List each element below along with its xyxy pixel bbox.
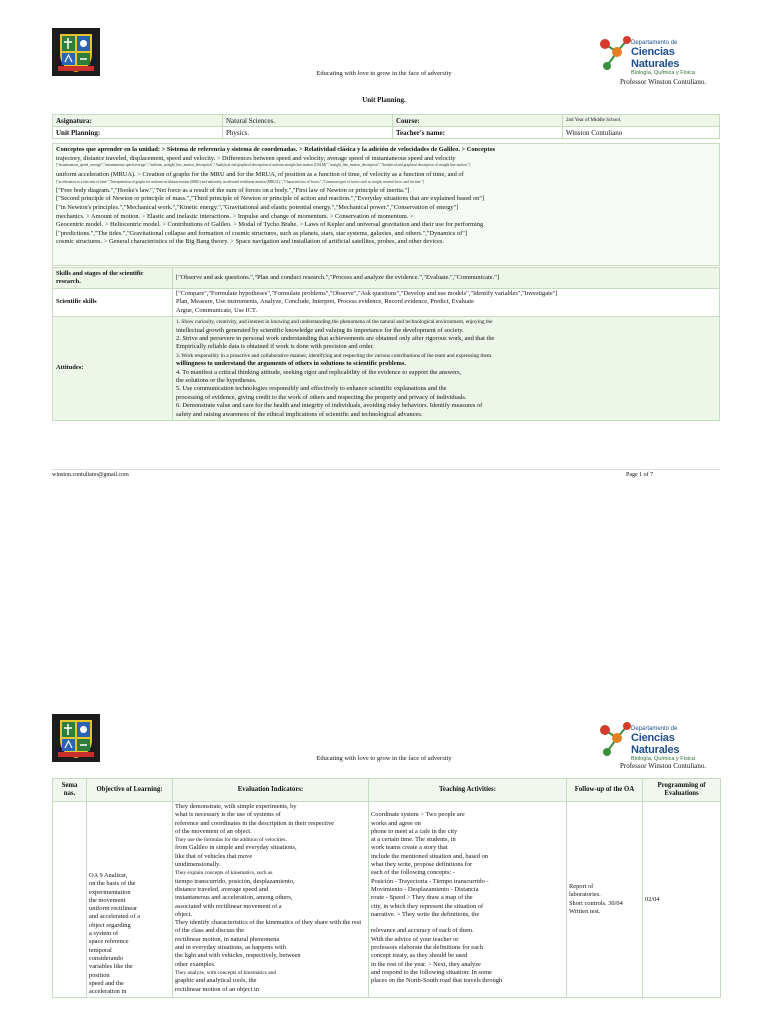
skills-table xyxy=(52,267,720,421)
indicator-line: from Galileo in simple and everyday situations, xyxy=(175,844,297,852)
objective-line: speed and the xyxy=(89,979,124,987)
indicator-line: They demonstrate, with simple experiments, by xyxy=(175,803,297,810)
teacher-label: Teacher's name: xyxy=(393,127,563,139)
activity-line: Movimiento - Desplazamiento - Distancia xyxy=(371,885,479,893)
objective-line: temporal xyxy=(89,946,112,954)
indicator-line: distance traveled, average speed and xyxy=(175,885,269,893)
indicator-line: They use the formulas for the addition of velocities. xyxy=(175,837,287,844)
document-page-2 xyxy=(0,708,768,1024)
activity-line: works and agree on xyxy=(371,819,421,827)
skills-line: Argue, Communicate, Use ICT. xyxy=(176,306,258,314)
page-gap xyxy=(0,490,768,708)
followup-cell xyxy=(567,802,643,998)
indicator-line: of the movement of an object. xyxy=(175,827,252,835)
objective-line: a system of xyxy=(89,930,119,938)
attitudes-value xyxy=(173,317,720,421)
attitude-line: intellectual growth generated by scientific knowledge and valuing its importance for the development of society. xyxy=(176,326,464,334)
activity-line: Posición - Trayectoria - Tiempo transcurrido - xyxy=(371,877,489,885)
table-row xyxy=(53,802,721,998)
indicators-cell xyxy=(173,802,369,998)
attitude-line: 1. Show curiosity, creativity, and interest in knowing and understanding the phenomena of the natural and technological environment, enjoying the xyxy=(176,319,493,326)
activity-line xyxy=(371,919,564,927)
activity-line: With the advice of your teacher or xyxy=(371,935,459,943)
dept-small-text: Departamento de xyxy=(631,40,678,46)
unit-concepts-block xyxy=(52,143,720,266)
objective-line: considerando xyxy=(89,954,124,962)
activity-line: concept treaty, as they should be used xyxy=(371,952,468,960)
attitude-line: the solutions or the hypotheses. xyxy=(176,377,257,385)
subject-label: Asignatura: xyxy=(53,115,223,127)
activity-line: at a certain time. The students, in xyxy=(371,836,456,844)
activity-line xyxy=(371,803,564,811)
indicator-line: graphic and analytical tools, the xyxy=(175,977,257,985)
objective-line: space reference xyxy=(89,938,129,946)
indicator-line: They explain concepts of kinematics, such as xyxy=(175,870,273,877)
indicator-line: and in everyday situations, as happens with xyxy=(175,944,286,952)
objective-line: the movement xyxy=(89,896,126,904)
indicator-line: rectilinear motion, in natural phenomena xyxy=(175,935,280,943)
activity-line: places on the North-South road that travels through xyxy=(371,977,503,985)
professor-name: Professor Winston Contuliano. xyxy=(620,78,707,86)
column-header-indicators: Evaluation Indicators: xyxy=(173,779,369,802)
activities-cell xyxy=(369,802,567,998)
dept-small-text: Departamento de xyxy=(631,726,678,732)
planning-table xyxy=(52,778,721,998)
activity-line: phone to meet at a cafe in the city xyxy=(371,827,458,835)
scientific-skills-label: Scientific skills xyxy=(53,289,173,317)
objective-cell xyxy=(87,802,173,998)
indicator-line: They identify characteristics of the kinematics of they share with the rest of the class and discuss the xyxy=(175,919,362,935)
column-header-followup: Follow-up of the OA xyxy=(567,779,643,802)
course-label: Course: xyxy=(393,115,563,127)
page-title: Unit Planning. xyxy=(362,96,406,104)
objective-line: uniform rectilinear xyxy=(89,905,138,913)
concepts-lead: Conceptos que aprender en la unidad: > Sistema de referencia y sistema de coordenadas. > Relatividad clásica y la adición de velocidades de Galileo. > Conceptos xyxy=(56,146,496,153)
objective-line: variables like the xyxy=(89,963,133,971)
dept-subtitle: Biología, Química y Física xyxy=(631,70,695,76)
activity-line: professors elaborate the definitions for each xyxy=(371,944,483,952)
activity-line: route - Speed > They draw a map of the xyxy=(371,894,473,902)
teacher-value: Winston Contuliano xyxy=(563,127,720,139)
indicator-line: what is necessary is the use of systems of xyxy=(175,811,281,819)
activity-line: work teams create a story that xyxy=(371,844,448,852)
research-stages-label: Skills and stages of the scientific research. xyxy=(53,268,173,289)
attitude-line: processing of evidence, giving credit to the work of others and respecting the property and privacy of individuals. xyxy=(176,393,467,401)
course-value: 2nd Year of Middle School. xyxy=(563,115,720,127)
objective-line: experimentation xyxy=(89,888,131,896)
attitudes-label: Attitudes: xyxy=(53,317,173,421)
school-motto: Educating with love to grow in the face of adversity xyxy=(316,70,452,77)
concepts-fine-print: ["instantaneous_speed_average","instantaneous speed average.","uniform_straight_line_motion_description","Analytical and graphical description of uniform straight line motion (USLM)","straight_line_motion_description","Analytical and graphical description of straight line motion."] xyxy=(56,163,471,168)
activity-line: narrative. > They write the definitions, the xyxy=(371,910,480,918)
indicator-line: the light and with vehicles, respectively, between xyxy=(175,952,301,960)
skills-line: Plan, Measure, Use instruments, Analyze, Conclude, Interpret, Process evidence, Record evidence, Predict, Evaluate xyxy=(176,298,474,306)
activity-line: Coordinate system > Two people are xyxy=(371,811,465,819)
subject-value: Natural Sciences. xyxy=(223,115,393,127)
followup-line: Short controls. 30/04 xyxy=(569,899,623,907)
indicator-line: associated with rectilinear movement of a xyxy=(175,902,282,910)
concepts-line: ["predictions.","The tides.","Gravitational collapse and formation of cosmic structures, such as planets, stars, star systems, galaxies, and others.","Dynamics of"] xyxy=(56,229,467,237)
page-number: Page 1 of 7 xyxy=(626,472,654,478)
activity-line: what they write, propose definitions for xyxy=(371,861,473,869)
footer-divider xyxy=(52,469,720,470)
attitude-line: 3. Work responsibly in a proactive and collaborative manner, identifying and respecting the various contributions of the team and expressing them. xyxy=(176,352,493,359)
objective-line: object regarding xyxy=(89,921,131,929)
activity-line: and respond to the following situation: In some xyxy=(371,968,492,976)
concepts-line: trajectory, distance traveled, displacement, speed and velocity. > Differences between speed and velocity; average speed of instantaneous speed and velocity xyxy=(56,154,456,162)
indicator-line: like that of vehicles that move xyxy=(175,852,253,860)
concepts-line: ["in Newton's principles.","Mechanical work.","Kinetic energy.","Gravitational and elastic potential energy.","Mechanical power.","Conservation of energy"] xyxy=(56,203,459,211)
attitude-line: 6. Demonstrate value and care for the health and integrity of individuals, avoiding risky behaviors. Identify measures of xyxy=(176,402,483,410)
concepts-fine-print: ["acceleration as a function of time.","Interpretation of graphs for uniform rectilinear motion (MRU) and uniformly accelerated rectilinear motion (MRUA).","Characteristics of forces.","Common types of forces such as weight, normal force, and friction."] xyxy=(56,179,424,184)
dept-subtitle: Biología, Química y Física xyxy=(631,756,695,762)
school-motto: Educating with love to grow in the face of adversity xyxy=(316,755,452,762)
concepts-line: cosmic structures. > General characteristics of the Big Bang theory. > Space navigation and installation of artificial satellites, probes, and other devices. xyxy=(56,238,444,246)
objective-line: and accelerated of a xyxy=(89,913,140,921)
concepts-line: mechanics. > Amount of motion. > Elastic and inelastic interactions. > Impulse and change of momentum. > Conservation of momentum. > xyxy=(56,212,414,220)
objective-line: acceleration in xyxy=(89,988,127,996)
research-stages-value: ["Observe and ask questions.","Plan and conduct research.","Process and analyze the evidence.","Evaluate.","Communicate."] xyxy=(173,268,720,289)
document-page-1 xyxy=(0,0,768,490)
week-cell xyxy=(53,802,87,998)
activity-line: relevance and accuracy of each of them. xyxy=(371,927,474,935)
concepts-line: uniform acceleration (MRUA). > Creation of graphs for the MRU and for the MRUA, of position as a function of time, of velocity as a function of time, and of xyxy=(56,171,464,179)
indicator-line: rectilinear motion of an object in xyxy=(175,985,259,993)
attitude-line: willingness to understand the arguments of others in solutions to scientific problems. xyxy=(176,360,406,368)
followup-line: laboratories. xyxy=(569,891,601,899)
unit-label: Unit Planning: xyxy=(53,127,223,139)
column-header-week: Sema nas. xyxy=(53,779,87,802)
skills-line: ["Compare","Formulate hypotheses","Formulate problems","Observe","Ask questions","Develop and use models","Identify variables","Investigate"] xyxy=(176,290,558,297)
indicator-line: They analyze, with concepts of kinematics and xyxy=(175,969,277,976)
indicator-line: object. xyxy=(175,910,193,918)
scientific-skills-value xyxy=(173,289,720,317)
attitude-line: 4. To manifest a critical thinking attitude, seeking rigor and replicability of the evidence to support the answers, xyxy=(176,368,462,376)
dept-name: Ciencias Naturales xyxy=(631,46,680,70)
attitude-line: safety and raising awareness of the ethical implications of scientific and technological advances. xyxy=(176,410,423,418)
activity-line: each of the following concepts: - xyxy=(371,869,455,877)
activity-line: city, in which they represent the situation of xyxy=(371,902,484,910)
footer-email: winston.contuliano@gmail.com xyxy=(52,472,129,478)
concepts-line: Geocentric model. > Heliocentric model. > Contributions of Galileo. > Modal of Tycho Brahe. > Laws of Kepler and universal gravitation and their use for performing xyxy=(56,221,484,229)
objective-line: OA 9 Analizar, xyxy=(89,872,128,879)
indicator-line: instantaneous and acceleration, among others, xyxy=(175,894,293,902)
unit-value: Physics. xyxy=(223,127,393,139)
column-header-programming: Programming of Evaluations xyxy=(643,779,721,802)
attitude-line: 5. Use communication technologies responsibly and effectively to enhance scientific explanations and the xyxy=(176,385,447,393)
dept-name: Ciencias Naturales xyxy=(631,732,680,756)
programming-cell: 02/04 xyxy=(643,802,721,998)
followup-line: Written test. xyxy=(569,908,601,916)
professor-name: Professor Winston Contuliano. xyxy=(620,762,707,770)
column-header-activities: Teaching Activities: xyxy=(369,779,567,802)
followup-line: Report of xyxy=(569,883,594,891)
concepts-line: ["Second principle of Newton or principle of mass.","Third principle of Newton or principle of action and reaction.","Everyday situations that are explained based on"] xyxy=(56,195,485,203)
column-header-objective: Objective of Learning: xyxy=(87,779,173,802)
objective-line: position xyxy=(89,971,110,979)
indicator-line: tiempo transcurrido, posición, desplazamiento, xyxy=(175,877,295,885)
objective-line: on the basis of the xyxy=(89,880,136,888)
indicator-line: unidimensionally. xyxy=(175,861,221,869)
concepts-line: ["Free body diagram.","Hooke's law.","Net force as a result of the sum of forces on a body.","First law of Newton or principle of inertia."] xyxy=(56,186,410,194)
unit-info-table xyxy=(52,114,720,139)
indicator-line: reference and coordinates in the description in their respective xyxy=(175,819,334,827)
school-crest-logo xyxy=(52,28,100,76)
activity-line: in the rest of the year. > Next, they analyze xyxy=(371,960,481,968)
attitude-line: 2. Strive and persevere in personal work understanding that achievements are obtained only after rigorous work, and that the xyxy=(176,335,495,343)
indicator-line: other examples. xyxy=(175,960,216,968)
attitude-line: Empirically reliable data is obtained if work is done with precision and order. xyxy=(176,343,374,351)
activity-line: include the mentioned situation and, based on xyxy=(371,852,488,860)
